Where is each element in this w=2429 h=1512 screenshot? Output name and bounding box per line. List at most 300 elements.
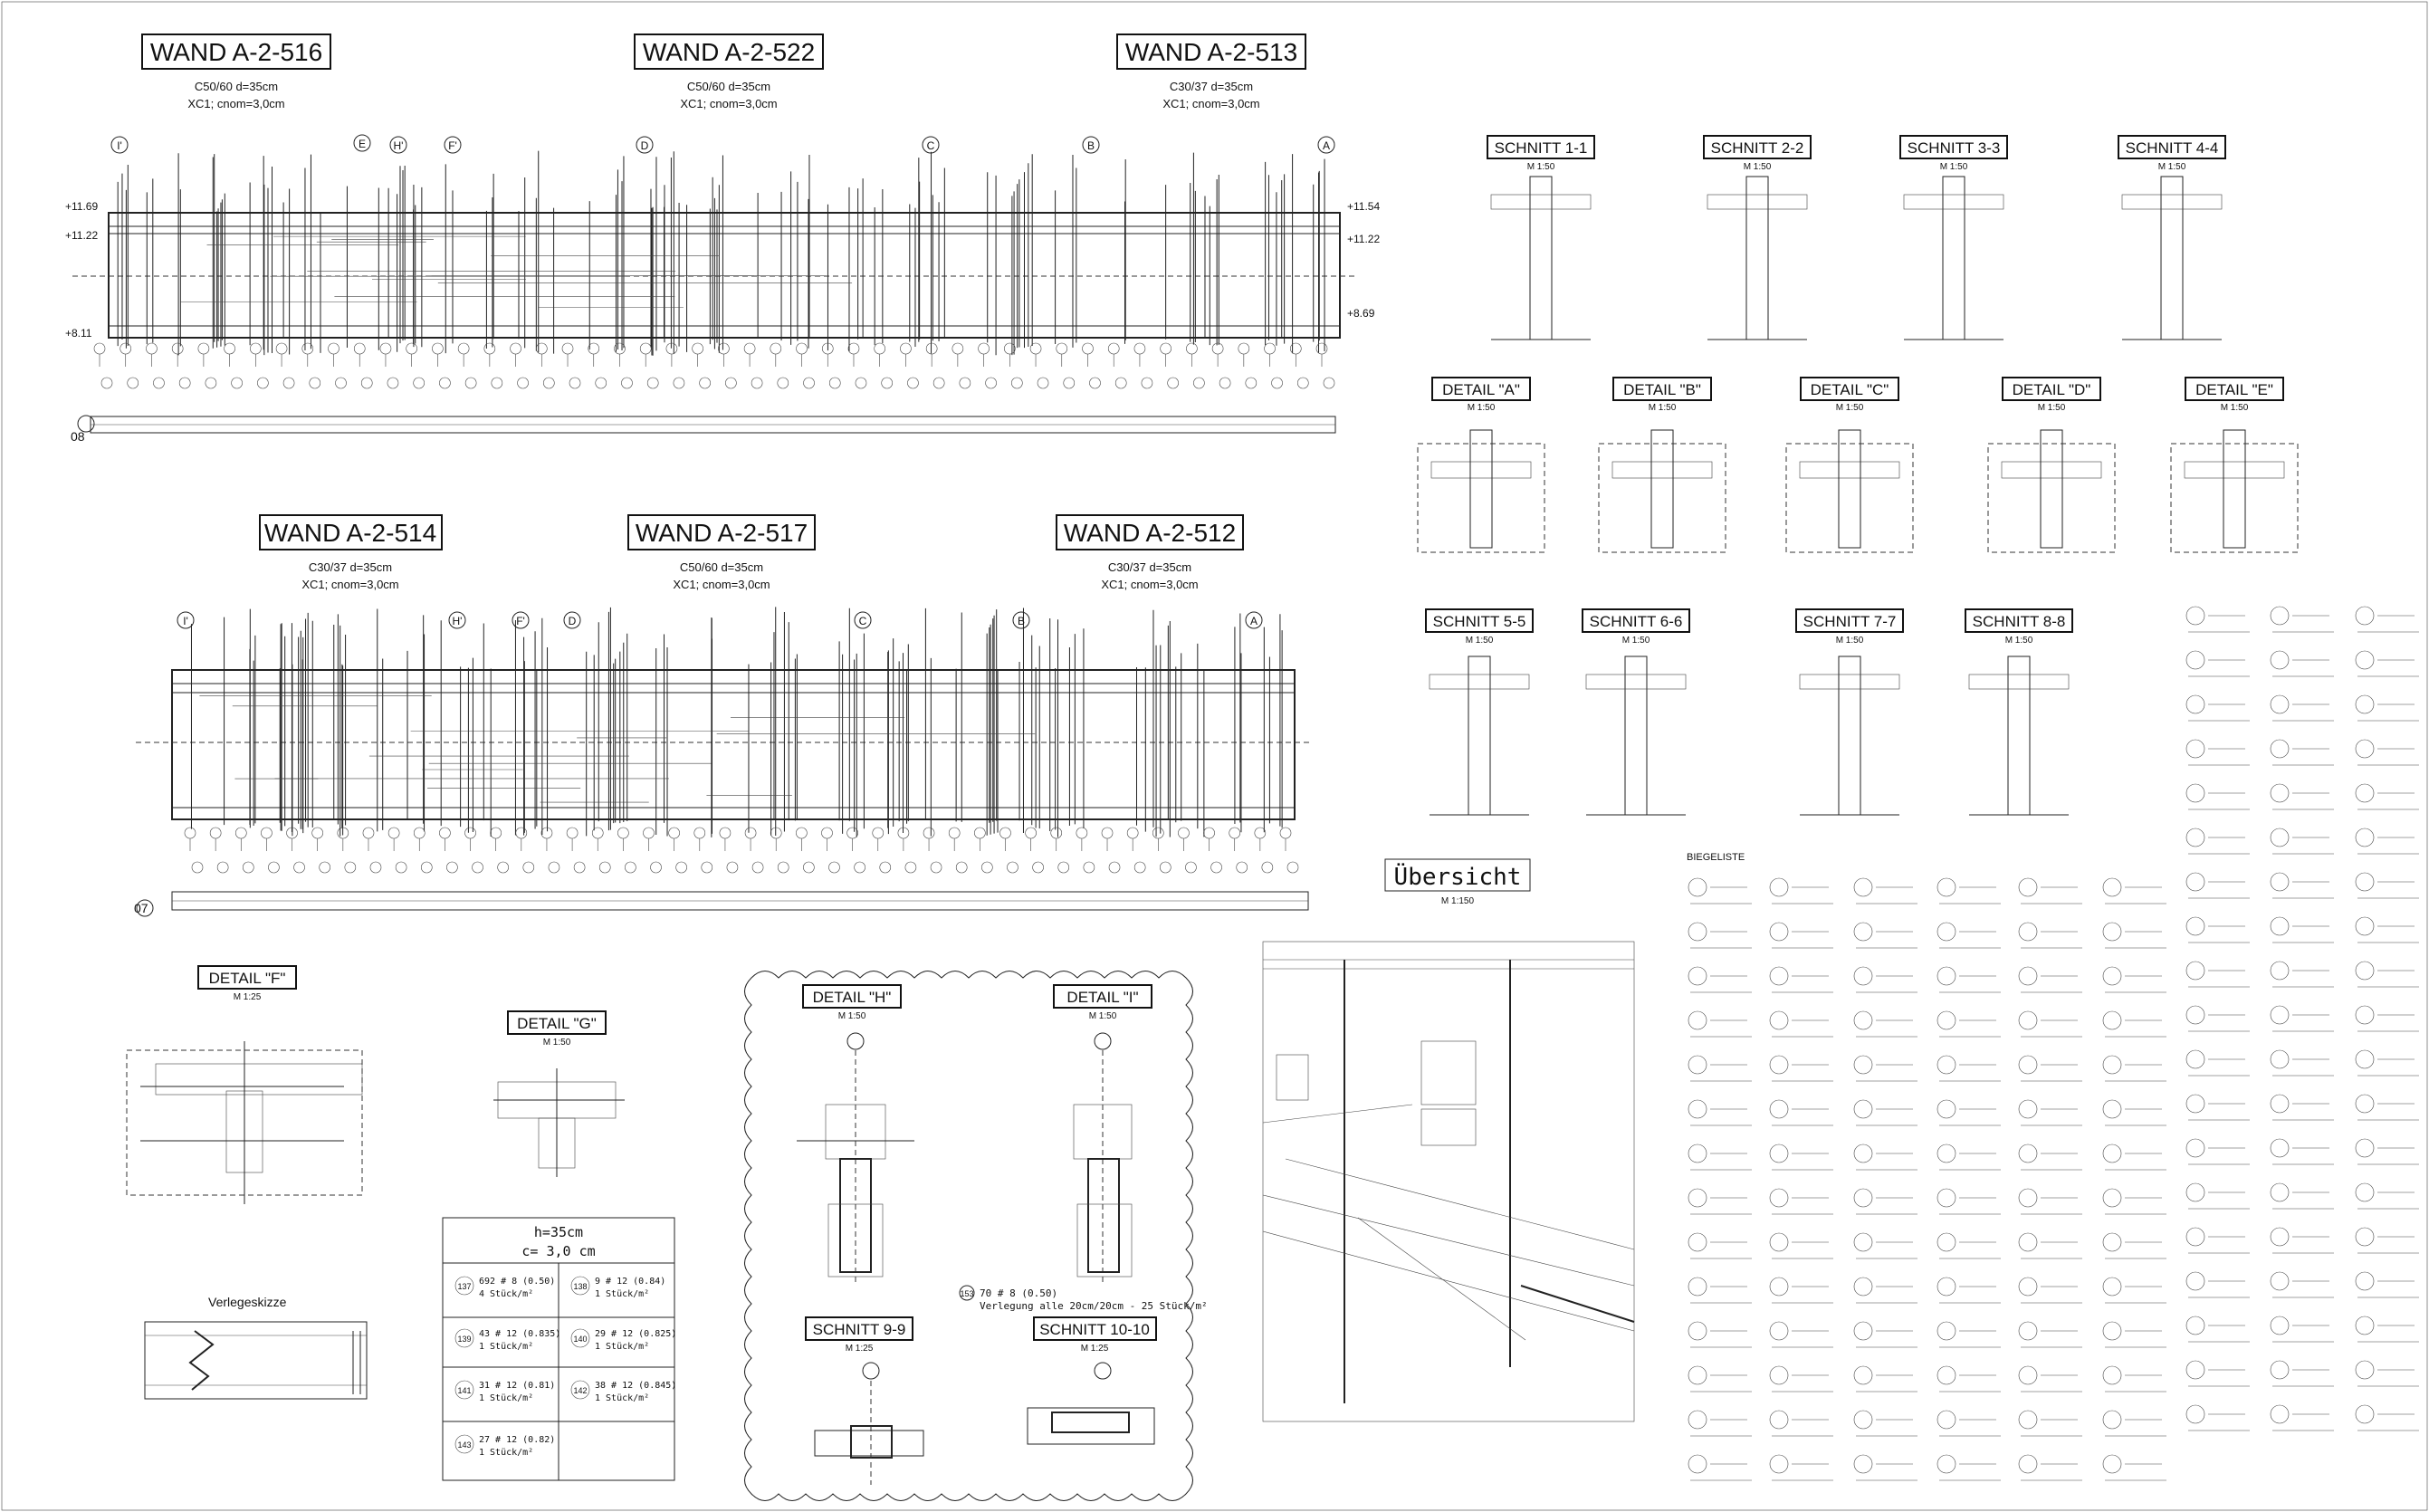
rebar-mark [294,862,305,873]
bend-mark [1937,1011,1956,1029]
bend-mark [2356,828,2374,847]
overview-plan [1263,859,1634,1421]
detail-scale: M 1:50 [837,1011,866,1021]
note-line: Verlegung alle 20cm/20cm - 25 Stück/m² [980,1300,1208,1312]
axis-label: D [568,615,577,627]
rebar-mark [1324,378,1334,388]
detail-f [127,966,362,1204]
axis-label: B [1086,139,1095,152]
rebar-mark [640,343,651,354]
rebar-mark [1168,378,1179,388]
rebar-mark [700,378,711,388]
rebar-mark [146,343,157,354]
bend-mark [2271,651,2289,669]
rebar-mark [674,378,684,388]
overview-title: Übersicht [1393,864,1522,891]
bend-mark [1854,1278,1872,1296]
detail-wall [2041,430,2062,548]
bend-mark [2356,1183,2374,1201]
section-title: SCHNITT 10-10 [1039,1321,1150,1338]
rebar-mark [804,378,815,388]
rebar-mark [388,828,399,838]
bend-mark [2019,1411,2037,1429]
section-slab [1904,195,2003,209]
legend-code: 137 [457,1282,472,1291]
rebar-mark [644,828,655,838]
rebar-mark [484,343,495,354]
section-scale: M 1:50 [1743,162,1772,172]
rebar-mark [172,343,183,354]
rebar-mark [727,862,738,873]
rebar-mark [1178,828,1189,838]
rebar-mark [1161,343,1171,354]
bend-mark [2271,1139,2289,1157]
detail-frame [1988,444,2115,552]
bend-mark [1688,1322,1707,1340]
rebar-mark [1246,378,1257,388]
rebar-mark [380,343,391,354]
bend-mark [2103,1056,2121,1074]
axis-label: C [926,139,935,152]
rebar-mark [926,343,937,354]
bend-mark [1688,1189,1707,1207]
wall-title-512 [1057,515,1243,591]
axis-label: B [1017,615,1026,627]
rebar-mark [1108,343,1119,354]
rebar-mark [491,828,502,838]
rebar-mark [536,343,547,354]
section-wall [2008,656,2030,815]
bend-mark [2019,967,2037,985]
axis-label: H' [393,139,404,152]
bend-mark [1937,923,1956,941]
section-wall [1943,177,1965,340]
bend-mark [2356,1405,2374,1423]
wall-cover: XC1; cnom=3,0cm [301,578,399,591]
rebar-mark [1193,378,1204,388]
rebar-mark [592,828,603,838]
level-label: +11.22 [65,229,99,242]
bend-mark [2271,828,2289,847]
rebar-mark [718,343,729,354]
bend-mark [1688,923,1707,941]
rebar-mark [523,862,534,873]
bend-mark [2019,1056,2037,1074]
rebar-mark [1272,378,1283,388]
rebar-marks-lower [185,828,1298,873]
rebar-mark [1033,862,1044,873]
detail-g [493,1011,625,1177]
rebar-mark [1255,828,1266,838]
bend-mark [2271,695,2289,713]
rebar-mark [1262,862,1273,873]
bend-mark [1688,1011,1707,1029]
bend-mark [2271,1228,2289,1246]
rebar-mark [257,378,268,388]
rebar-mark [1134,862,1145,873]
rebar-note [960,1286,1208,1312]
bend-mark [2186,1095,2204,1113]
section-slab [1800,675,1899,689]
detail-title: DETAIL "B" [1623,381,1701,398]
section-title: SCHNITT 3-3 [1907,139,2001,157]
level-label: +11.22 [1347,233,1381,245]
bend-mark [2186,828,2204,847]
rebar-mark [1084,862,1095,873]
section-cuts-middle [1430,656,2069,815]
rebar-mark [283,378,294,388]
section-wall [1625,656,1647,815]
axis-label: E [358,138,367,150]
axis-label: A [1322,139,1331,152]
rebar-mark [354,343,365,354]
rebar-mark [952,343,963,354]
rebar-mark [875,343,885,354]
bend-mark [1854,1056,1872,1074]
bend-mark [2186,740,2204,758]
legend-code: 143 [457,1440,472,1450]
section-slab [1491,195,1591,209]
axis-label: I' [183,615,188,627]
bend-mark [1688,1233,1707,1251]
schnitt-10-10 [1028,1317,1156,1444]
bend-mark [2356,695,2374,713]
section-title: SCHNITT 7-7 [1803,613,1897,630]
rebar-mark [1287,862,1298,873]
detail-title: DETAIL "G" [517,1015,597,1032]
rebar-mark [1238,343,1249,354]
section-scale: M 1:50 [2157,162,2186,172]
level-label: +8.69 [1347,307,1375,320]
rebar-mark [1204,828,1215,838]
bend-mark [1937,1278,1956,1296]
bend-mark [2271,1006,2289,1024]
bend-mark [2271,962,2289,980]
rebar-mark [956,862,967,873]
bend-mark [1854,1411,1872,1429]
section-scale: M 1:50 [1621,636,1650,646]
bend-mark [1770,1455,1788,1473]
rebar-mark [666,343,677,354]
bend-mark [2356,1006,2374,1024]
rebar-mark [396,862,406,873]
bend-mark [1937,1100,1956,1118]
bend-mark [1854,967,1872,985]
bend-mark [1854,923,1872,941]
revision-cloud [745,971,1193,1501]
rebar-mark [1082,343,1093,354]
detail-frame [1786,444,1913,552]
axis-label: D [640,139,649,152]
section-wall [1468,656,1490,815]
rebar-lines-upper [118,151,1324,356]
rebar-mark [1058,862,1069,873]
rebar-mark [1212,343,1223,354]
bend-mark [2019,1189,2037,1207]
rebar-mark [549,862,559,873]
axis-label: I' [117,139,122,152]
rebar-mark [1011,378,1022,388]
wall-title-text: WAND A-2-517 [635,519,808,547]
bend-mark [1770,1100,1788,1118]
rebar-mark [439,378,450,388]
bend-mark [2271,1095,2289,1113]
bend-mark [2186,1316,2204,1335]
bend-mark [1770,1144,1788,1163]
wall-title-text: WAND A-2-513 [1124,38,1298,66]
rebar-mark [596,378,607,388]
section-slab [1430,675,1529,689]
rebar-mark [1127,828,1138,838]
rebar-mark [796,828,807,838]
legend-line: 1 Stück/m² [479,1448,534,1458]
section-title: SCHNITT 8-8 [1972,613,2066,630]
detail-scale: M 1:50 [1648,403,1677,413]
detail-wall [2223,430,2245,548]
rebar-mark [1004,343,1015,354]
section-title: SCHNITT 4-4 [2125,139,2219,157]
legend-line: 4 Stück/m² [479,1289,534,1299]
legend-line: 27 # 12 (0.82) [479,1435,556,1445]
bend-mark [2103,1233,2121,1251]
legend-code: 140 [573,1335,588,1344]
bend-mark [1937,1411,1956,1429]
bend-mark [2019,1278,2037,1296]
rebar-mark [498,862,509,873]
legend-code: 139 [457,1335,472,1344]
bend-mark [1770,1233,1788,1251]
bend-mark [2356,1228,2374,1246]
rebar-mark [676,862,687,873]
sections-top-row [1487,136,2225,172]
rebar-mark [120,343,131,354]
section-wall [2161,177,2183,340]
bend-mark [1854,1233,1872,1251]
rebar-mark [960,378,971,388]
wall-title-522 [635,34,823,110]
section-scale: M 1:50 [1526,162,1555,172]
bend-mark [2103,1100,2121,1118]
detail-wall [1839,430,1860,548]
wall-cover: XC1; cnom=3,0cm [1162,97,1260,110]
wall-title-text: WAND A-2-514 [263,519,437,547]
rebar-mark [217,862,228,873]
grid-axes-upper [111,135,1334,153]
wall-cover: XC1; cnom=3,0cm [187,97,285,110]
bend-mark [2019,1100,2037,1118]
bend-mark [1770,1189,1788,1207]
detail-wall [1651,430,1673,548]
detail-scale: M 1:50 [2220,403,2249,413]
bend-mark [1770,923,1788,941]
row-marker: 08 [71,429,85,444]
bend-mark [2186,784,2204,802]
section-slab [2122,195,2222,209]
bend-mark [2019,1011,2037,1029]
bend-mark [2271,1405,2289,1423]
rebar-mark [974,828,985,838]
rebar-mark [421,862,432,873]
bend-mark [2271,1183,2289,1201]
axis-label: F' [448,139,457,152]
detail-title: DETAIL "E" [2195,381,2273,398]
rebar-mark [446,862,457,873]
rebar-mark [1229,828,1240,838]
rebar-mark [387,378,398,388]
bend-mark [1937,967,1956,985]
legend-line: 29 # 12 (0.825) [595,1329,677,1339]
rebar-mark [1102,828,1113,838]
bend-mark [2103,1278,2121,1296]
bend-mark [2271,607,2289,625]
bend-mark [2186,873,2204,891]
legend-header: c= 3,0 cm [521,1243,596,1259]
placement-sketch [145,1295,367,1399]
bend-mark [2356,784,2374,802]
wall-concrete: C30/37 d=35cm [308,560,393,574]
rebar-mark [720,828,731,838]
legend-line: 1 Stück/m² [595,1289,650,1299]
section-scale: M 1:50 [2004,636,2033,646]
bend-mark [2019,1455,2037,1473]
bend-mark [2186,917,2204,935]
plan-strip-upper [71,416,1335,444]
rebar-mark [492,378,502,388]
wall-title-517 [628,515,815,591]
rebar-mark [1185,862,1196,873]
rebar-mark [1134,343,1145,354]
bending-list-grid [1688,607,2419,1480]
legend-line: 38 # 12 (0.845) [595,1381,677,1391]
rebar-mark [198,343,209,354]
bend-mark [1770,967,1788,985]
bend-mark [1854,1455,1872,1473]
wall-cover: XC1; cnom=3,0cm [680,97,778,110]
rebar-mark [192,862,203,873]
row-marker: 07 [134,901,148,915]
rebar-mark [745,828,756,838]
rebar-mark [900,343,911,354]
rebar-mark [541,828,552,838]
bend-mark [2356,651,2374,669]
rebar-mark [432,343,443,354]
details-a-to-e [1432,378,2283,413]
rebar-mark [363,828,374,838]
legend-line: 1 Stück/m² [479,1342,534,1352]
bend-mark [2356,740,2374,758]
bend-mark [2103,967,2121,985]
bend-mark [2186,607,2204,625]
bend-mark [1854,1011,1872,1029]
wall-title-514 [260,515,442,591]
rebar-mark [1115,378,1126,388]
rebar-mark [949,828,960,838]
rebar-mark [651,862,662,873]
rebar-mark [414,828,425,838]
detail-cuts-a-to-e [1418,430,2298,552]
rebar-mark [880,862,891,873]
bend-mark [2186,1050,2204,1068]
rebar-mark [907,378,918,388]
rebar-lines-lower [191,607,1282,837]
bend-mark [2356,873,2374,891]
wall-concrete: C50/60 d=35cm [679,560,764,574]
legend-line: 1 Stück/m² [595,1342,650,1352]
bend-mark [2356,962,2374,980]
detail-title: DETAIL "F" [208,970,286,987]
detail-frame [2171,444,2298,552]
bend-mark [2271,873,2289,891]
rebar-mark [310,378,320,388]
rebar-mark [1211,862,1222,873]
rebar-mark [1026,828,1037,838]
bend-mark [2186,1272,2204,1290]
rebar-mark [516,828,527,838]
rebar-mark [1186,343,1197,354]
rebar-mark [206,378,216,388]
bend-mark [2271,917,2289,935]
rebar-mark [1297,378,1308,388]
axis-label: H' [452,615,463,627]
bend-mark [1688,1056,1707,1074]
note-line: 70 # 8 (0.50) [980,1287,1058,1299]
bend-mark [1688,1144,1707,1163]
rebar-mark [1064,378,1075,388]
rebar-mark [185,828,196,838]
rebar-mark [778,378,789,388]
detail-title: DETAIL "I" [1066,989,1139,1006]
wall-title-text: WAND A-2-512 [1063,519,1237,547]
schnitt-9-9 [806,1317,923,1485]
sections-middle-row [1426,609,2072,646]
rebar-mark [567,828,578,838]
rebar-mark [511,343,521,354]
legend-code: 141 [457,1386,472,1395]
wall-title-513 [1117,34,1305,110]
bend-mark [2186,695,2204,713]
section-scale: M 1:50 [1465,636,1494,646]
rebar-mark [647,378,658,388]
bend-mark [2186,1405,2204,1423]
rebar-mark [621,378,632,388]
rebar-mark [336,378,347,388]
bend-mark [2019,923,2037,941]
legend-line: 1 Stück/m² [595,1393,650,1403]
rebar-mark [778,862,789,873]
bend-mark [2186,1139,2204,1157]
rebar-mark [465,828,476,838]
bend-mark [2019,1144,2037,1163]
rebar-mark [725,378,736,388]
rebar-mark [370,862,381,873]
bend-mark [2356,607,2374,625]
axis-label: F' [516,615,525,627]
rebar-mark [693,343,703,354]
rebar-mark [882,378,893,388]
rebar-mark [1316,343,1327,354]
axis-label: C [858,615,867,627]
rebar-mark [473,862,483,873]
section-title: SCHNITT 6-6 [1589,613,1683,630]
detail-scale: M 1:25 [233,992,262,1002]
rebar-mark [302,343,313,354]
wall-concrete: C50/60 d=35cm [194,80,279,93]
bend-mark [1770,1411,1788,1429]
rebar-mark [232,378,243,388]
rebar-mark [702,862,712,873]
wall-concrete: C30/37 d=35cm [1169,80,1254,93]
rebar-mark [225,343,235,354]
